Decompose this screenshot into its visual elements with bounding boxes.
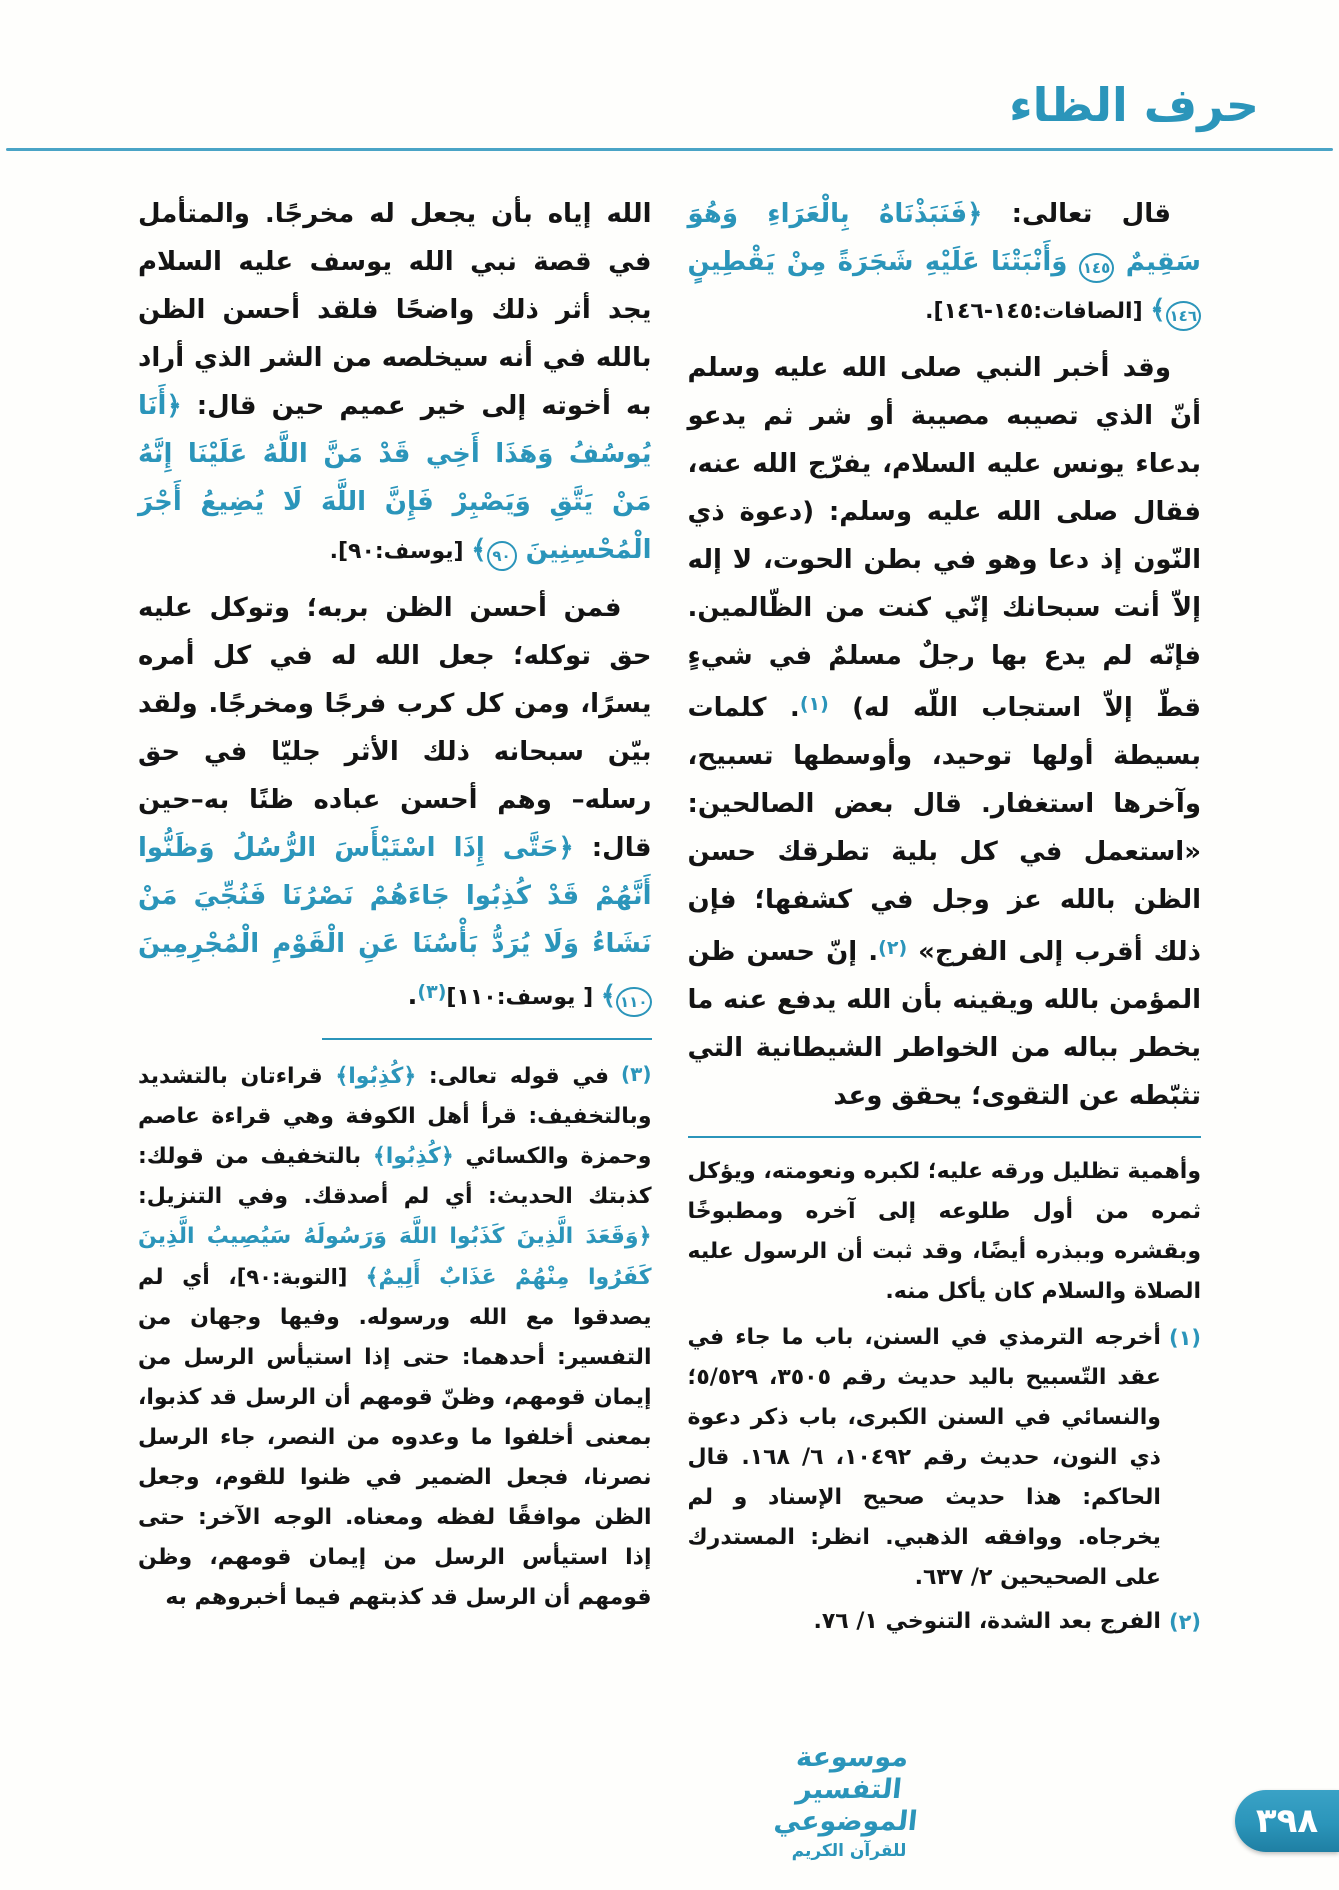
footnote-marker: (١) [799, 693, 829, 715]
ayah-number: ١٤٥ [1079, 253, 1114, 283]
publisher-logo-title: موسوعة التفسير الموضوعي [772, 1742, 919, 1837]
page-body [138, 190, 1201, 1646]
publisher-logo [744, 1742, 954, 1862]
verse-reference: [الصافات:١٤٥-١٤٦]. [925, 299, 1151, 324]
body-text: قراءتان بالتشديد وبالتخفيف: قرأ أهل الكوفة وهي قراءة عاصم وحمزة والكسائي [138, 1064, 652, 1169]
quran-verse: ﴿وَقَعَدَ الَّذِينَ كَذَبُوا اللَّهَ وَرَسُولَهُ سَيُصِيبُ الَّذِينَ كَفَرُوا مِنْهُمْ عَذَابٌ أَلِيمٌ﴾ [138, 1224, 652, 1290]
header-divider [6, 148, 1333, 151]
footnote-marker: (٢) [1168, 1610, 1201, 1634]
quran-verse: ﴾ [600, 981, 617, 1011]
quran-verse: ﴿أَنَا يُوسُفُ وَهَذَا أَخِي قَدْ مَنَّ اللَّهُ عَلَيْنَا إِنَّهُ مَنْ يَتَّقِ وَيَصْبِرْ فَإِنَّ اللَّهَ لَا يُضِيعُ أَجْرَ الْمُحْسِنِينَ [138, 391, 652, 565]
body-text: . إنّ حسن ظن المؤمن بالله ويقينه بأن الله يدفع عنه ما يخطر بباله من الخواطر الشيطانية التي تثبّطه عن التقوى؛ يحقق وعد [687, 937, 1201, 1111]
quran-verse: ﴿حَتَّى إِذَا اسْتَيْأَسَ الرُّسُلُ وَظَنُّوا أَنَّهُمْ قَدْ كُذِبُوا جَاءَهُمْ نَصْرُنَا فَنُجِّيَ مَنْ نَشَاءُ وَلَا يُرَدُّ بَأْسُنَا عَنِ الْقَوْمِ الْمُجْرِمِينَ [138, 833, 652, 959]
paragraph-quote-saffat [688, 190, 1202, 336]
ayah-number: ٩٠ [487, 541, 517, 571]
right-column [688, 190, 1202, 1646]
quran-verse: ﴿كُذِبُوا﴾ [372, 1144, 454, 1169]
quran-verse: وَأَنْبَتْنَا عَلَيْهِ شَجَرَةً مِنْ يَقْطِينٍ [687, 247, 1079, 277]
ayah-number: ١١٠ [616, 987, 651, 1017]
footnote-divider [688, 1136, 1202, 1138]
verse-reference: [يوسف:٩٠]. [329, 539, 472, 564]
footnote-marker: (٣) [417, 981, 447, 1003]
chapter-heading: حرف الظاء [1009, 78, 1259, 132]
body-text: . [407, 981, 418, 1011]
footnote-text [688, 1318, 1161, 1598]
page-number-badge [1235, 1790, 1339, 1852]
body-text: فمن أحسن الظن بربه؛ وتوكل عليه حق توكله؛ جعل الله له في كل أمره يسرًا، ومن كل كرب فرجًا ومخرجًا. ولقد بيّن سبحانه ذلك الأثر جليّا في حق رسله– وهم أحسن عباده ظنًا به–حين قال: [138, 593, 652, 863]
footnote-continuation [688, 1152, 1202, 1312]
footnote-3 [138, 1054, 652, 1618]
footnote-2 [688, 1602, 1202, 1642]
body-text: بالتخفيف من قولك: كذبتك الحديث: أي لم أصدقك. وفي التنزيل: [138, 1144, 652, 1209]
paragraph-hadith-yunus [688, 344, 1202, 1120]
footnote-1 [688, 1318, 1202, 1598]
footnote-text [688, 1602, 1161, 1642]
publisher-logo-subtitle: للقرآن الكريم [791, 1841, 907, 1861]
ayah-number: ١٤٦ [1166, 301, 1201, 331]
page-number: ٣٩٨ [1255, 1801, 1319, 1841]
paragraph-husn-zann [138, 584, 652, 1022]
body-text: وقد أخبر النبي صلى الله عليه وسلم أنّ الذي تصيبه مصيبة أو شر ثم يدعو بدعاء يونس عليه السلام، يفرّج الله عنه، فقال صلى الله عليه وسلم: (دعوة ذي النّون إذ دعا وهو في بطن الحوت، لا إله إلاّ أنت سبحانك إنّي كنت من الظّالمين. فإنّه لم يدع بها رجلٌ مسلمٌ في شيءٍ قطّ إلاّ استجاب اللّه له) [687, 353, 1201, 723]
footnote-marker: (٢) [878, 937, 908, 959]
body-text: . كلمات بسيطة أولها توحيد، وأوسطها تسبيح، وآخرها استغفار. قال بعض الصالحين: «استعمل في كل بلية تطرقك حسن الظن بالله عز وجل في كشفها؛ فإن ذلك أقرب إلى الفرج» [687, 693, 1201, 967]
quran-verse: ﴾ [471, 535, 487, 565]
verse-reference: [التوبة:٩٠] [236, 1265, 366, 1289]
verse-reference: [ يوسف:١١٠] [446, 985, 601, 1010]
footnote-marker: (١) [1168, 1326, 1201, 1350]
body-text: أخرجه الترمذي في السنن، باب ما جاء في عقد التّسبيح باليد حديث رقم ٣٥٠٥، ٥/٥٢٩؛ والنسائي في السنن الكبرى، باب ذكر دعوة ذي النون، حديث رقم ١٠٤٩٢، ٦/ ١٦٨. قال الحاكم: هذا حديث صحيح الإسناد و لم يخرجاه. ووافقه الذهبي. انظر: المستدرك على الصحيحين ٢/ ٦٣٧. [687, 1325, 1161, 1590]
body-text: ، أي لم يصدقوا مع الله ورسوله. وفيها وجهان من التفسير: أحدهما: حتى إذا استيأس الرسل من إيمان قومهم، وظنّ قومهم أن الرسل قد كذبوا، بمعنى أخلفوا ما وعدوه من النصر، جاء الرسل نصرنا، فجعل الضمير في ظنوا للقوم، وجعل الظن موافقًا لفظه ومعناه. الوجه الآخر: حتى إذا استيأس الرسل من إيمان قومهم، وظن قومهم أن الرسل قد كذبتهم فيما أخبروهم به [138, 1265, 652, 1610]
body-text: في قوله تعالى: [416, 1064, 610, 1089]
body-text: الله إياه بأن يجعل له مخرجًا. والمتأمل في قصة نبي الله يوسف عليه السلام يجد أثر ذلك واضحًا فلقد أحسن الظن بالله في أنه سيخلصه من الشر الذي أراد به أخوته إلى خير عميم حين قال: [138, 199, 652, 421]
quran-verse: ﴿فَنَبَذْنَاهُ بِالْعَرَاءِ وَهُوَ سَقِيمٌ [687, 199, 1201, 277]
body-text: قال تعالى: [982, 199, 1171, 229]
quran-verse: ﴿كُذِبُوا﴾ [335, 1064, 417, 1089]
paragraph-yusuf-story [138, 190, 652, 576]
footnote-marker: (٣) [609, 1062, 652, 1086]
body-text: وأهمية تظليل ورقه عليه؛ لكبره ونعومته، ويؤكل ثمره من أول طلوعه إلى آخره ومطبوخًا وبقشره وببذره أيضًا، وقد ثبت أن الرسول عليه الصلاة والسلام كان يأكل منه. [687, 1159, 1201, 1304]
body-text: الفرج بعد الشدة، التنوخي ١/ ٧٦. [813, 1609, 1161, 1634]
quran-verse: ﴾ [1150, 295, 1166, 325]
footnote-divider [322, 1038, 652, 1040]
left-column [138, 190, 652, 1618]
